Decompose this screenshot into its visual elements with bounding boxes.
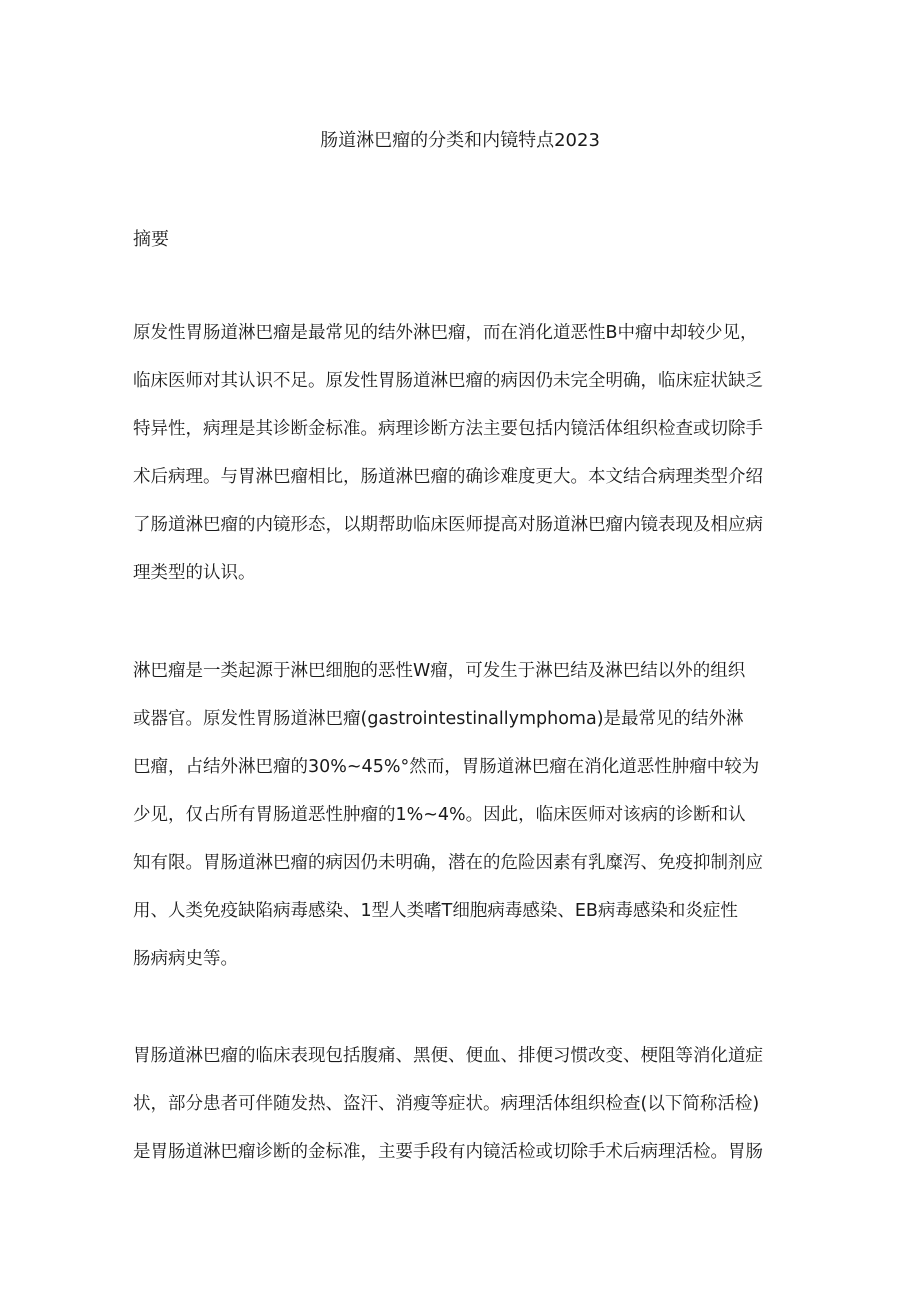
paragraph-clinical: [133, 1042, 793, 1186]
paragraph-line: 了肠道淋巴瘤的内镜形态，以期帮助临床医师提高对肠道淋巴瘤内镜表现及相应病: [133, 515, 763, 535]
paragraph-line: 少见，仅占所有胃肠道恶性肿瘤的1%~4%。因此，临床医师对该病的诊断和认: [133, 805, 746, 825]
paragraph-line: 淋巴瘤是一类起源于淋巴细胞的恶性W瘤，可发生于淋巴结及淋巴结以外的组织: [133, 661, 746, 681]
paragraph-line: 用、人类免疫缺陷病毒感染、1型人类嗜T细胞病毒感染、EB病毒感染和炎症性: [133, 901, 738, 921]
paragraph-line: 临床医师对其认识不足。原发性胃肠道淋巴瘤的病因仍未完全明确，临床症状缺乏: [133, 371, 763, 391]
paragraph-line: 术后病理。与胃淋巴瘤相比，肠道淋巴瘤的确诊难度更大。本文结合病理类型介绍: [133, 467, 763, 487]
paragraph-line: 知有限。胃肠道淋巴瘤的病因仍未明确，潜在的危险因素有乳糜泻、免疫抑制剂应: [133, 853, 763, 873]
paragraph-line: 或器官。原发性胃肠道淋巴瘤(gastrointestinallymphoma)是最常见的结外淋: [133, 709, 744, 729]
paragraph-line: 巴瘤，占结外淋巴瘤的30%~45%°然而，胃肠道淋巴瘤在消化道恶性肿瘤中较为: [133, 757, 760, 777]
paragraph-line: 特异性，病理是其诊断金标准。病理诊断方法主要包括内镜活体组织检查或切除手: [133, 419, 763, 439]
paragraph-intro: [133, 657, 793, 993]
paragraph-line: 胃肠道淋巴瘤的临床表现包括腹痛、黑便、便血、排便习惯改变、梗阻等消化道症: [133, 1046, 763, 1066]
paragraph-line: 理类型的认识。: [133, 563, 256, 583]
paragraph-line: 是胃肠道淋巴瘤诊断的金标准，主要手段有内镜活检或切除手术后病理活检。胃肠: [133, 1142, 763, 1162]
paragraph-abstract: [133, 319, 793, 607]
paragraph-line: 原发性胃肠道淋巴瘤是最常见的结外淋巴瘤，而在消化道恶性B中瘤中却较少见，: [133, 323, 758, 343]
paragraph-line: 状，部分患者可伴随发热、盗汗、消瘦等症状。病理活体组织检查(以下简称活检): [133, 1094, 760, 1114]
paragraph-line: 肠病病史等。: [133, 949, 238, 969]
document-title: 肠道淋巴瘤的分类和内镜特点2023: [320, 130, 600, 151]
section-heading-abstract: 摘要: [133, 229, 169, 250]
